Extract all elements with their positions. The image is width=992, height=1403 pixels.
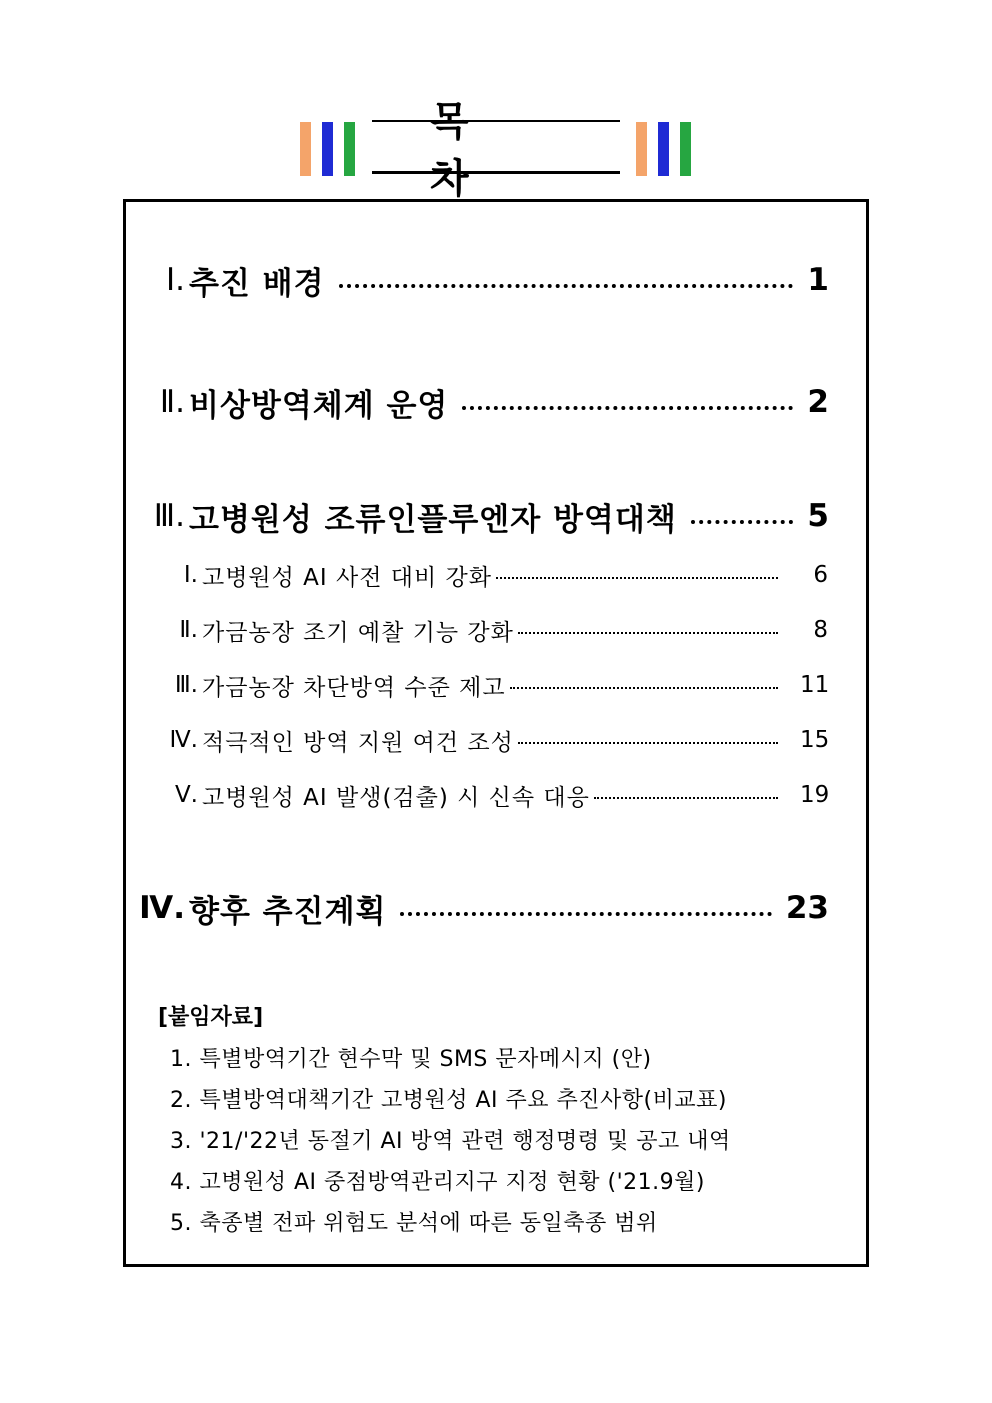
subsection-page: 8 [813,617,828,643]
subsection-title: 적극적인 방역 지원 여건 조성 [202,729,514,756]
subsection-title: 가금농장 조기 예찰 기능 강화 [202,619,514,646]
section-title: 고병원성 조류인플루엔자 방역대책 [189,501,677,538]
subsection-number: Ⅲ. [174,672,198,698]
dot-leader [462,406,793,410]
section-page: 23 [785,890,829,926]
blue-stripe-left [322,122,333,176]
section-title: 비상방역체계 운영 [189,387,449,424]
subsection-number: Ⅰ. [183,562,198,588]
orange-stripe-left [300,122,311,176]
green-stripe-right [680,122,691,176]
section-page: 1 [807,262,829,298]
dot-leader [594,797,778,799]
section-title: 추진 배경 [189,265,325,302]
toc-subsection-3-5[interactable] [160,778,828,812]
toc-section-1[interactable] [137,258,829,302]
attachments-heading: [붙임자료] [158,1005,264,1030]
section-page: 5 [807,498,829,534]
section-page: 2 [807,384,829,420]
dot-leader [518,742,778,744]
section-number: Ⅲ. [153,498,185,534]
dot-leader [400,912,771,916]
subsection-page: 15 [800,727,830,753]
subsection-number: Ⅱ. [179,617,198,643]
section-number: Ⅱ. [159,384,185,420]
subsection-page: 6 [813,562,828,588]
subsection-page: 11 [800,672,830,698]
toc-section-2[interactable] [137,380,829,424]
attachment-item-1: 1. 특별방역기간 현수막 및 SMS 문자메시지 (안) [170,1047,652,1072]
toc-section-3[interactable] [137,494,829,538]
subsection-title: 가금농장 차단방역 수준 제고 [202,674,506,701]
dot-leader [518,632,778,634]
attachment-item-3: 3. '21/'22년 동절기 AI 방역 관련 행정명령 및 공고 내역 [170,1129,731,1154]
attachment-item-2: 2. 특별방역대책기간 고병원성 AI 주요 추진사항(비교표) [170,1088,727,1113]
dot-leader [339,284,794,288]
dot-leader [691,520,794,524]
section-number: Ⅰ. [166,262,185,298]
subsection-page: 19 [800,782,830,808]
attachment-item-5: 5. 축종별 전파 위험도 분석에 따른 동일축종 범위 [170,1211,658,1236]
toc-section-4[interactable] [137,886,829,930]
page-title: 목차 [372,120,620,174]
subsection-title: 고병원성 AI 사전 대비 강화 [202,564,492,591]
dot-leader [496,577,778,579]
toc-subsection-3-4[interactable] [160,723,828,757]
toc-subsection-3-2[interactable] [160,613,828,647]
subsection-number: Ⅳ. [169,727,198,753]
attachment-item-4: 4. 고병원성 AI 중점방역관리지구 지정 현황 ('21.9월) [170,1170,705,1195]
green-stripe-left [344,122,355,176]
subsection-number: Ⅴ. [174,782,198,808]
blue-stripe-right [658,122,669,176]
orange-stripe-right [636,122,647,176]
dot-leader [510,687,778,689]
section-title: 향후 추진계획 [189,893,387,930]
subsection-title: 고병원성 AI 발생(검출) 시 신속 대응 [202,784,590,811]
section-number: Ⅳ. [139,890,185,926]
toc-subsection-3-3[interactable] [160,668,828,702]
toc-title-bar [300,98,692,202]
toc-subsection-3-1[interactable] [160,558,828,592]
